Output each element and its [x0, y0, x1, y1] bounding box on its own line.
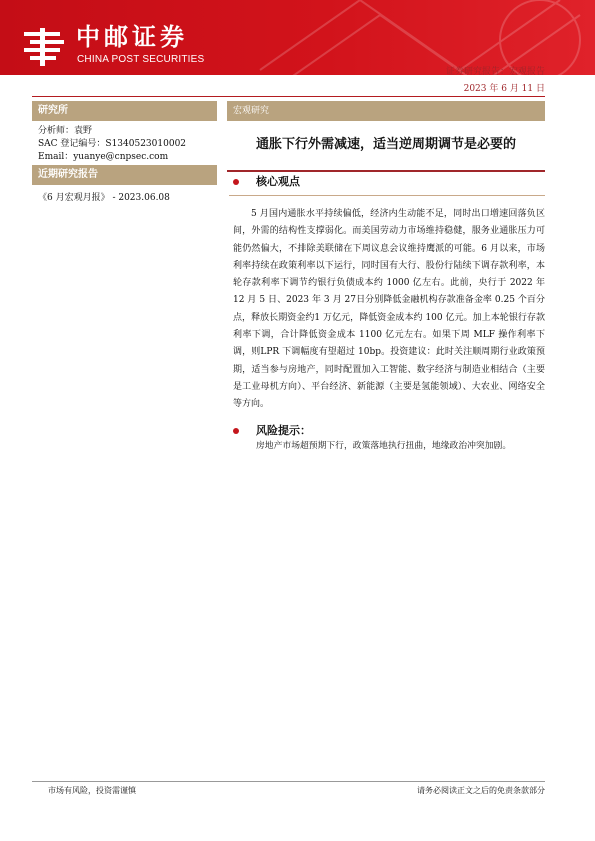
risk-text: 房地产市场超预期下行，政策落地执行扭曲，地缘政治冲突加剧。 — [256, 441, 512, 451]
report-date: 2023 年 6 月 11 日 — [463, 84, 545, 94]
body-line: 回落负区间，外需的结构性支撑弱化。而美国劳动力市场维持稳健， — [233, 209, 545, 237]
risk-heading: 风险提示： — [256, 424, 311, 437]
brand-name-cn: 中邮证券 — [76, 23, 188, 51]
body-line: 本约 1000 亿左右。此前，央行于 2022 年 12 月 5 日、2023 年 3 月 27 — [233, 278, 545, 306]
footer-divider — [32, 781, 545, 782]
body-line: 大农业、网络安全等方向。 — [233, 381, 545, 410]
analyst-email[interactable]: Email：yuanye@cnpsec.com — [38, 152, 169, 162]
body-line: 合计降低资金成本 1100 亿元左右。如果下周 MLF 操作利率下调，则 — [233, 330, 545, 358]
header-banner — [0, 0, 595, 75]
china-post-logo-icon — [20, 26, 68, 68]
core-views-heading: 核心观点 — [256, 175, 300, 188]
report-title: 通胀下行外需减速，适当逆周期调节是必要的 — [255, 137, 516, 152]
body-line: 服务业通胀压力可能仍然偏大，不排除美联储在下周议息会议维持鹰 — [233, 226, 545, 254]
core-views-body — [233, 206, 545, 414]
sidebar-heading-recent: 近期研究报告 — [32, 165, 217, 185]
title-divider — [227, 170, 545, 172]
sidebar-heading-institute: 研究所 — [32, 101, 217, 121]
document-type: 证券研究报告：宏观报告 — [445, 67, 545, 77]
section-divider — [229, 195, 545, 196]
body-line: 大行、股份行陆续下调存款利率，本轮存款利率下调节约银行负债成 — [233, 260, 545, 289]
analyst-name: 分析师：袁野 — [38, 126, 93, 136]
bullet-icon — [233, 428, 239, 434]
sac-registration: SAC 登记编号：S1340523010002 — [38, 139, 187, 149]
body-line: 5 月国内通胀水平持续偏低，经济内生动能不足，同时出口增速 — [251, 209, 509, 219]
brand-name-en: CHINA POST SECURITIES — [77, 54, 205, 65]
body-line: 日分别降低金融机构存款准备金率 0.25 个百分点，释放长期资金约 — [233, 295, 545, 323]
footer-notice: 请务必阅读正文之后的免责条款部分 — [417, 786, 545, 795]
bullet-icon — [233, 179, 239, 185]
body-line: 期，适当参与房地产，同时配置加入工智能、数字经济与制造业相结 — [233, 364, 509, 375]
body-line: 派的可能。6 月以来，市场利率持续在政策利率以下运行，同时国有 — [233, 243, 545, 271]
footer-disclaimer: 市场有风险，投资需谨慎 — [48, 786, 136, 795]
body-line: LPR 下调幅度有望超过 10bp。投资建议：此时关注顺周期行业政策预 — [260, 347, 545, 358]
body-line: 1 万亿元，降低资金成本约 100 亿元。加上本轮银行存款利率下调， — [233, 312, 545, 341]
header-divider — [32, 96, 545, 97]
body-line: 合（主要是工业母机方向）、平台经济、新能源（主要是氢能领域）、 — [233, 364, 545, 392]
recent-report-link[interactable]: 《6 月宏观月报》 - 2023.06.08 — [38, 193, 170, 203]
report-category: 宏观研究 — [227, 101, 545, 121]
banner-watermark — [240, 0, 595, 75]
